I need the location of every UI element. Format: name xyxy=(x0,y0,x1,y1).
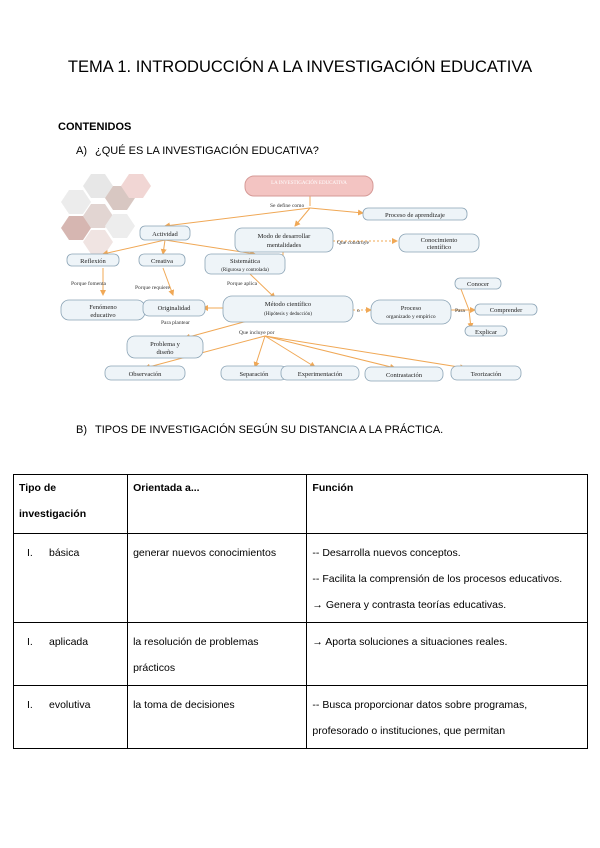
row-number: I. xyxy=(27,636,33,648)
label-experimentacion: Experimentación xyxy=(297,371,343,378)
function-cell xyxy=(307,623,588,686)
section-b-heading xyxy=(76,424,443,436)
orientation-cell: la resolución de problemas prácticos xyxy=(128,623,307,686)
function-line: → Genera y contrasta teorías educativas. xyxy=(312,599,507,611)
type-name: evolutiva xyxy=(49,699,91,711)
label-teorizacion: Teorización xyxy=(470,371,502,378)
link-se-define: Se define como xyxy=(270,203,305,209)
label-modo2: mentalidades xyxy=(266,242,302,249)
table-row xyxy=(14,623,588,686)
label-creativa: Creativa xyxy=(150,258,174,265)
center-node-label: LA INVESTIGACIÓN EDUCATIVA xyxy=(271,181,347,186)
label-observacion: Observación xyxy=(128,371,162,378)
label-reflexion: Reflexión xyxy=(80,258,106,265)
section-b-label: B) xyxy=(76,424,87,436)
header-orientada: Orientada a... xyxy=(128,475,307,534)
link-o: o xyxy=(357,308,360,314)
function-line: -- Desarrolla nuevos conceptos. xyxy=(312,547,461,559)
link-porque-requiere: Porque requiere xyxy=(135,285,170,291)
function-line: -- Facilita la comprensión de los procesos educativos. xyxy=(312,573,563,585)
table-row xyxy=(14,686,588,749)
label-proceso-emp2: organizado y empírico xyxy=(386,314,436,320)
row-number: I. xyxy=(27,547,33,559)
label-conocimiento: Conocimiento xyxy=(420,237,458,244)
label-comprender: Comprender xyxy=(489,307,523,314)
page-title: TEMA 1. INTRODUCCIÓN A LA INVESTIGACIÓN EDUCATIVA xyxy=(67,58,533,76)
table-header-row xyxy=(14,475,588,534)
function-line: → Aporta soluciones a situaciones reales. xyxy=(312,636,508,648)
header-funcion: Función xyxy=(307,475,588,534)
link-que-construye: Que construye xyxy=(337,240,369,246)
hexagon-decoration xyxy=(61,174,151,254)
orientation-cell: generar nuevos conocimientos xyxy=(128,534,307,623)
label-proceso-emp: Proceso xyxy=(400,305,422,312)
label-originalidad: Originalidad xyxy=(157,305,191,312)
type-cell xyxy=(14,534,128,623)
row-number: I. xyxy=(27,699,33,711)
label-explicar: Explicar xyxy=(474,329,498,336)
label-modo: Modo de desarrollar xyxy=(257,233,311,240)
label-diseno: diseño xyxy=(156,349,174,356)
label-metodo-sub: (Hipótesis y deducción) xyxy=(264,312,312,317)
label-actividad: Actividad xyxy=(152,231,178,238)
label-separacion: Separación xyxy=(239,371,269,378)
link-que-incluye: Que incluye por xyxy=(239,330,275,336)
table-row xyxy=(14,534,588,623)
function-line: -- Busca proporcionar datos sobre programas, profesorado o instituciones, que permitan xyxy=(312,699,528,737)
link-para: Para xyxy=(455,308,465,314)
label-fenomeno: Fenómeno xyxy=(89,304,117,311)
section-b-text: TIPOS DE INVESTIGACIÓN SEGÚN SU DISTANCIA A LA PRÁCTICA. xyxy=(95,424,444,436)
label-metodo: Método científico xyxy=(264,301,312,308)
node-metodo xyxy=(223,296,353,322)
function-cell xyxy=(307,686,588,749)
section-a-label: A) xyxy=(76,145,87,157)
label-proceso: Proceso de aprendizaje xyxy=(385,212,445,219)
concept-map xyxy=(55,168,545,384)
link-para-plantear: Para plantear xyxy=(161,320,190,326)
label-conocer: Conocer xyxy=(466,281,490,288)
label-educativo: educativo xyxy=(90,312,116,319)
type-name: básica xyxy=(49,547,80,559)
type-cell xyxy=(14,623,128,686)
link-porque-fomenta: Porque fomenta xyxy=(71,281,106,287)
label-cientifico: científico xyxy=(426,244,452,251)
center-node xyxy=(245,176,373,196)
header-tipo: Tipo de investigación xyxy=(14,475,128,534)
section-a-heading xyxy=(76,145,319,157)
type-name: aplicada xyxy=(49,636,89,648)
contents-heading: CONTENIDOS xyxy=(58,121,132,133)
label-sistematica: Sistemática xyxy=(230,258,260,265)
type-cell xyxy=(14,686,128,749)
link-porque-aplica: Porque aplica xyxy=(227,281,258,287)
node-proceso-empirico xyxy=(371,300,451,324)
function-cell xyxy=(307,534,588,623)
section-a-text: ¿QUÉ ES LA INVESTIGACIÓN EDUCATIVA? xyxy=(95,145,319,157)
label-problema: Problema y xyxy=(150,341,180,348)
orientation-cell: la toma de decisiones xyxy=(128,686,307,749)
research-types-table xyxy=(13,474,588,749)
label-sistematica-sub: (Rigurosa y controlada) xyxy=(221,268,269,273)
label-contrastacion: Contrastación xyxy=(385,372,423,379)
